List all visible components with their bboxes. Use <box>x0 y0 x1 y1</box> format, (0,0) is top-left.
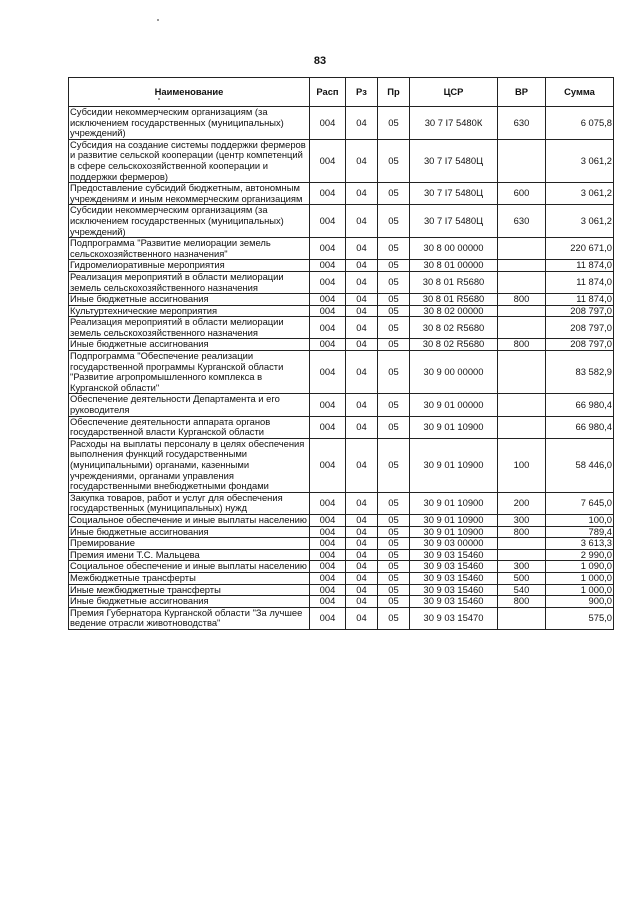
cell-sum: 208 797,0 <box>546 305 614 317</box>
cell-sum: 100,0 <box>546 514 614 526</box>
cell-pr: 05 <box>378 183 410 205</box>
cell-sum: 83 582,9 <box>546 351 614 394</box>
cell-name: Субсидия на создание системы поддержки фермеров и развитие сельской кооперации (центр компетенций в сфере сельскохозяйственной кооперации и поддержки фермеров) <box>69 139 310 182</box>
cell-name: Предоставление субсидий бюджетным, автономным учреждениям и иным некоммерческим организациям <box>69 183 310 205</box>
cell-rz: 04 <box>346 549 378 561</box>
table-row <box>69 205 614 238</box>
cell-pr: 05 <box>378 584 410 596</box>
cell-vr: 100 <box>498 438 546 492</box>
cell-rasp: 004 <box>310 584 346 596</box>
cell-rz: 04 <box>346 205 378 238</box>
cell-sum: 11 874,0 <box>546 294 614 306</box>
cell-sum: 1 090,0 <box>546 561 614 573</box>
table-row <box>69 317 614 339</box>
cell-csr: 30 7 I7 5480Ц <box>410 205 498 238</box>
cell-pr: 05 <box>378 538 410 550</box>
table-row <box>69 339 614 351</box>
cell-csr: 30 8 00 00000 <box>410 238 498 260</box>
scan-speck <box>157 19 159 21</box>
header-pr: Пр <box>378 78 410 107</box>
cell-vr: 800 <box>498 596 546 608</box>
cell-pr: 05 <box>378 514 410 526</box>
table-row <box>69 549 614 561</box>
cell-csr: 30 9 03 15460 <box>410 561 498 573</box>
cell-rz: 04 <box>346 438 378 492</box>
cell-rasp: 004 <box>310 294 346 306</box>
table-row <box>69 107 614 140</box>
cell-pr: 05 <box>378 438 410 492</box>
table-header-row <box>69 78 614 107</box>
table-row <box>69 271 614 293</box>
cell-vr <box>498 394 546 416</box>
cell-rz: 04 <box>346 183 378 205</box>
cell-name: Культуртехнические мероприятия <box>69 305 310 317</box>
cell-rasp: 004 <box>310 271 346 293</box>
table-row <box>69 584 614 596</box>
cell-rasp: 004 <box>310 139 346 182</box>
cell-rasp: 004 <box>310 492 346 514</box>
cell-sum: 208 797,0 <box>546 317 614 339</box>
cell-name: Закупка товаров, работ и услуг для обеспечения государственных (муниципальных) нужд <box>69 492 310 514</box>
cell-rasp: 004 <box>310 260 346 272</box>
cell-vr: 600 <box>498 183 546 205</box>
cell-csr: 30 7 I7 5480К <box>410 107 498 140</box>
cell-sum: 66 980,4 <box>546 394 614 416</box>
cell-sum: 3 061,2 <box>546 205 614 238</box>
cell-sum: 58 446,0 <box>546 438 614 492</box>
cell-vr: 200 <box>498 492 546 514</box>
cell-name: Иные бюджетные ассигнования <box>69 596 310 608</box>
cell-rasp: 004 <box>310 351 346 394</box>
page-number: 83 <box>313 55 327 67</box>
cell-sum: 11 874,0 <box>546 271 614 293</box>
table-body <box>69 107 614 630</box>
cell-sum: 6 075,8 <box>546 107 614 140</box>
cell-name: Гидромелиоративные мероприятия <box>69 260 310 272</box>
cell-rasp: 004 <box>310 238 346 260</box>
cell-pr: 05 <box>378 572 410 584</box>
cell-csr: 30 9 01 00000 <box>410 394 498 416</box>
cell-pr: 05 <box>378 339 410 351</box>
cell-vr <box>498 317 546 339</box>
cell-pr: 05 <box>378 139 410 182</box>
cell-rasp: 004 <box>310 538 346 550</box>
cell-rasp: 004 <box>310 596 346 608</box>
cell-csr: 30 9 03 15460 <box>410 596 498 608</box>
cell-sum: 575,0 <box>546 607 614 629</box>
cell-rz: 04 <box>346 526 378 538</box>
cell-rz: 04 <box>346 271 378 293</box>
cell-rz: 04 <box>346 394 378 416</box>
table-row <box>69 183 614 205</box>
cell-vr: 500 <box>498 572 546 584</box>
cell-rasp: 004 <box>310 107 346 140</box>
cell-name: Премия Губернатора Курганской области "За лучшее ведение отрасли животноводства" <box>69 607 310 629</box>
cell-sum: 2 990,0 <box>546 549 614 561</box>
cell-rasp: 004 <box>310 183 346 205</box>
cell-vr: 300 <box>498 561 546 573</box>
cell-rasp: 004 <box>310 438 346 492</box>
cell-vr: 800 <box>498 339 546 351</box>
table-row <box>69 438 614 492</box>
cell-rasp: 004 <box>310 526 346 538</box>
cell-vr <box>498 305 546 317</box>
cell-sum: 900,0 <box>546 596 614 608</box>
cell-rasp: 004 <box>310 607 346 629</box>
cell-sum: 208 797,0 <box>546 339 614 351</box>
cell-sum: 7 645,0 <box>546 492 614 514</box>
cell-name: Социальное обеспечение и иные выплаты населению <box>69 561 310 573</box>
cell-csr: 30 7 I7 5480Ц <box>410 183 498 205</box>
cell-name: Обеспечение деятельности аппарата органов государственной власти Курганской области <box>69 416 310 438</box>
cell-sum: 66 980,4 <box>546 416 614 438</box>
header-rasp: Расп <box>310 78 346 107</box>
cell-pr: 05 <box>378 416 410 438</box>
cell-sum: 789,4 <box>546 526 614 538</box>
cell-vr: 540 <box>498 584 546 596</box>
cell-rz: 04 <box>346 607 378 629</box>
cell-rz: 04 <box>346 107 378 140</box>
cell-rasp: 004 <box>310 514 346 526</box>
cell-rasp: 004 <box>310 394 346 416</box>
cell-rasp: 004 <box>310 572 346 584</box>
header-rz: Рз <box>346 78 378 107</box>
cell-rasp: 004 <box>310 416 346 438</box>
cell-rz: 04 <box>346 538 378 550</box>
header-sum: Сумма <box>546 78 614 107</box>
table-row <box>69 139 614 182</box>
cell-rasp: 004 <box>310 305 346 317</box>
table-row <box>69 514 614 526</box>
cell-rz: 04 <box>346 139 378 182</box>
header-csr: ЦСР <box>410 78 498 107</box>
cell-pr: 05 <box>378 317 410 339</box>
cell-sum: 1 000,0 <box>546 584 614 596</box>
cell-name: Иные бюджетные ассигнования <box>69 339 310 351</box>
cell-rz: 04 <box>346 238 378 260</box>
cell-vr <box>498 607 546 629</box>
table-row <box>69 260 614 272</box>
cell-vr: 630 <box>498 107 546 140</box>
cell-rz: 04 <box>346 572 378 584</box>
cell-pr: 05 <box>378 294 410 306</box>
cell-rz: 04 <box>346 584 378 596</box>
cell-csr: 30 9 00 00000 <box>410 351 498 394</box>
cell-pr: 05 <box>378 607 410 629</box>
cell-rz: 04 <box>346 596 378 608</box>
cell-name: Иные межбюджетные трансферты <box>69 584 310 596</box>
cell-vr <box>498 139 546 182</box>
cell-csr: 30 8 02 00000 <box>410 305 498 317</box>
cell-rasp: 004 <box>310 561 346 573</box>
cell-name: Социальное обеспечение и иные выплаты населению <box>69 514 310 526</box>
cell-csr: 30 9 03 15460 <box>410 584 498 596</box>
cell-pr: 05 <box>378 205 410 238</box>
cell-pr: 05 <box>378 549 410 561</box>
table-row <box>69 294 614 306</box>
table-row <box>69 351 614 394</box>
cell-rz: 04 <box>346 339 378 351</box>
table-row <box>69 305 614 317</box>
cell-vr: 800 <box>498 294 546 306</box>
cell-name: Иные бюджетные ассигнования <box>69 526 310 538</box>
cell-vr: 800 <box>498 526 546 538</box>
cell-pr: 05 <box>378 394 410 416</box>
cell-name: Расходы на выплаты персоналу в целях обеспечения выполнения функций государственными (муниципальными) органами, казенными учреждениями, органами управления государственными внебюджетными фондами <box>69 438 310 492</box>
cell-csr: 30 8 01 00000 <box>410 260 498 272</box>
cell-csr: 30 8 02 R5680 <box>410 339 498 351</box>
cell-csr: 30 8 01 R5680 <box>410 294 498 306</box>
table-row <box>69 492 614 514</box>
table-row <box>69 238 614 260</box>
cell-pr: 05 <box>378 351 410 394</box>
cell-vr <box>498 260 546 272</box>
cell-vr <box>498 271 546 293</box>
cell-csr: 30 9 01 10900 <box>410 514 498 526</box>
cell-pr: 05 <box>378 561 410 573</box>
cell-csr: 30 9 01 10900 <box>410 526 498 538</box>
cell-pr: 05 <box>378 596 410 608</box>
cell-rz: 04 <box>346 305 378 317</box>
cell-vr <box>498 351 546 394</box>
table-row <box>69 607 614 629</box>
table-row <box>69 572 614 584</box>
cell-vr <box>498 538 546 550</box>
cell-name: Подпрограмма "Развитие мелиорации земель сельскохозяйственного назначения" <box>69 238 310 260</box>
cell-vr: 300 <box>498 514 546 526</box>
cell-rasp: 004 <box>310 549 346 561</box>
cell-name: Субсидии некоммерческим организациям (за исключением государственных (муниципальных) учреждений) <box>69 205 310 238</box>
cell-name: Обеспечение деятельности Департамента и его руководителя <box>69 394 310 416</box>
header-vr: ВР <box>498 78 546 107</box>
cell-rz: 04 <box>346 317 378 339</box>
cell-csr: 30 8 01 R5680 <box>410 271 498 293</box>
cell-pr: 05 <box>378 260 410 272</box>
cell-pr: 05 <box>378 526 410 538</box>
cell-name: Межбюджетные трансферты <box>69 572 310 584</box>
budget-table <box>68 77 614 630</box>
cell-rz: 04 <box>346 561 378 573</box>
cell-csr: 30 9 01 10900 <box>410 416 498 438</box>
cell-rasp: 004 <box>310 339 346 351</box>
cell-pr: 05 <box>378 107 410 140</box>
cell-rasp: 004 <box>310 317 346 339</box>
header-name: Наименование <box>69 78 310 107</box>
cell-vr <box>498 238 546 260</box>
cell-name: Иные бюджетные ассигнования <box>69 294 310 306</box>
cell-name: Премирование <box>69 538 310 550</box>
table-row <box>69 538 614 550</box>
table-row <box>69 416 614 438</box>
cell-csr: 30 9 03 15460 <box>410 572 498 584</box>
cell-csr: 30 9 03 15470 <box>410 607 498 629</box>
cell-vr: 630 <box>498 205 546 238</box>
table-row <box>69 561 614 573</box>
cell-pr: 05 <box>378 305 410 317</box>
cell-csr: 30 9 03 15460 <box>410 549 498 561</box>
table-row <box>69 526 614 538</box>
cell-vr <box>498 549 546 561</box>
cell-csr: 30 9 03 00000 <box>410 538 498 550</box>
cell-sum: 1 000,0 <box>546 572 614 584</box>
cell-name: Субсидии некоммерческим организациям (за исключением государственных (муниципальных) учреждений) <box>69 107 310 140</box>
table-row <box>69 596 614 608</box>
cell-pr: 05 <box>378 238 410 260</box>
cell-sum: 3 061,2 <box>546 139 614 182</box>
cell-rasp: 004 <box>310 205 346 238</box>
cell-csr: 30 9 01 10900 <box>410 492 498 514</box>
cell-csr: 30 9 01 10900 <box>410 438 498 492</box>
cell-csr: 30 7 I7 5480Ц <box>410 139 498 182</box>
cell-sum: 3 061,2 <box>546 183 614 205</box>
cell-sum: 11 874,0 <box>546 260 614 272</box>
cell-name: Подпрограмма "Обеспечение реализации государственной программы Курганской области "Развитие агропромышленного комплекса в Курганской области" <box>69 351 310 394</box>
cell-pr: 05 <box>378 492 410 514</box>
cell-rz: 04 <box>346 351 378 394</box>
cell-sum: 3 613,3 <box>546 538 614 550</box>
cell-pr: 05 <box>378 271 410 293</box>
cell-rz: 04 <box>346 294 378 306</box>
cell-rz: 04 <box>346 492 378 514</box>
cell-rz: 04 <box>346 514 378 526</box>
table-row <box>69 394 614 416</box>
cell-vr <box>498 416 546 438</box>
cell-name: Реализация мероприятий в области мелиорации земель сельскохозяйственного назначения <box>69 317 310 339</box>
cell-rz: 04 <box>346 260 378 272</box>
cell-csr: 30 8 02 R5680 <box>410 317 498 339</box>
cell-rz: 04 <box>346 416 378 438</box>
cell-name: Реализация мероприятий в области мелиорации земель сельскохозяйственного назначения <box>69 271 310 293</box>
cell-name: Премия имени Т.С. Мальцева <box>69 549 310 561</box>
cell-sum: 220 671,0 <box>546 238 614 260</box>
